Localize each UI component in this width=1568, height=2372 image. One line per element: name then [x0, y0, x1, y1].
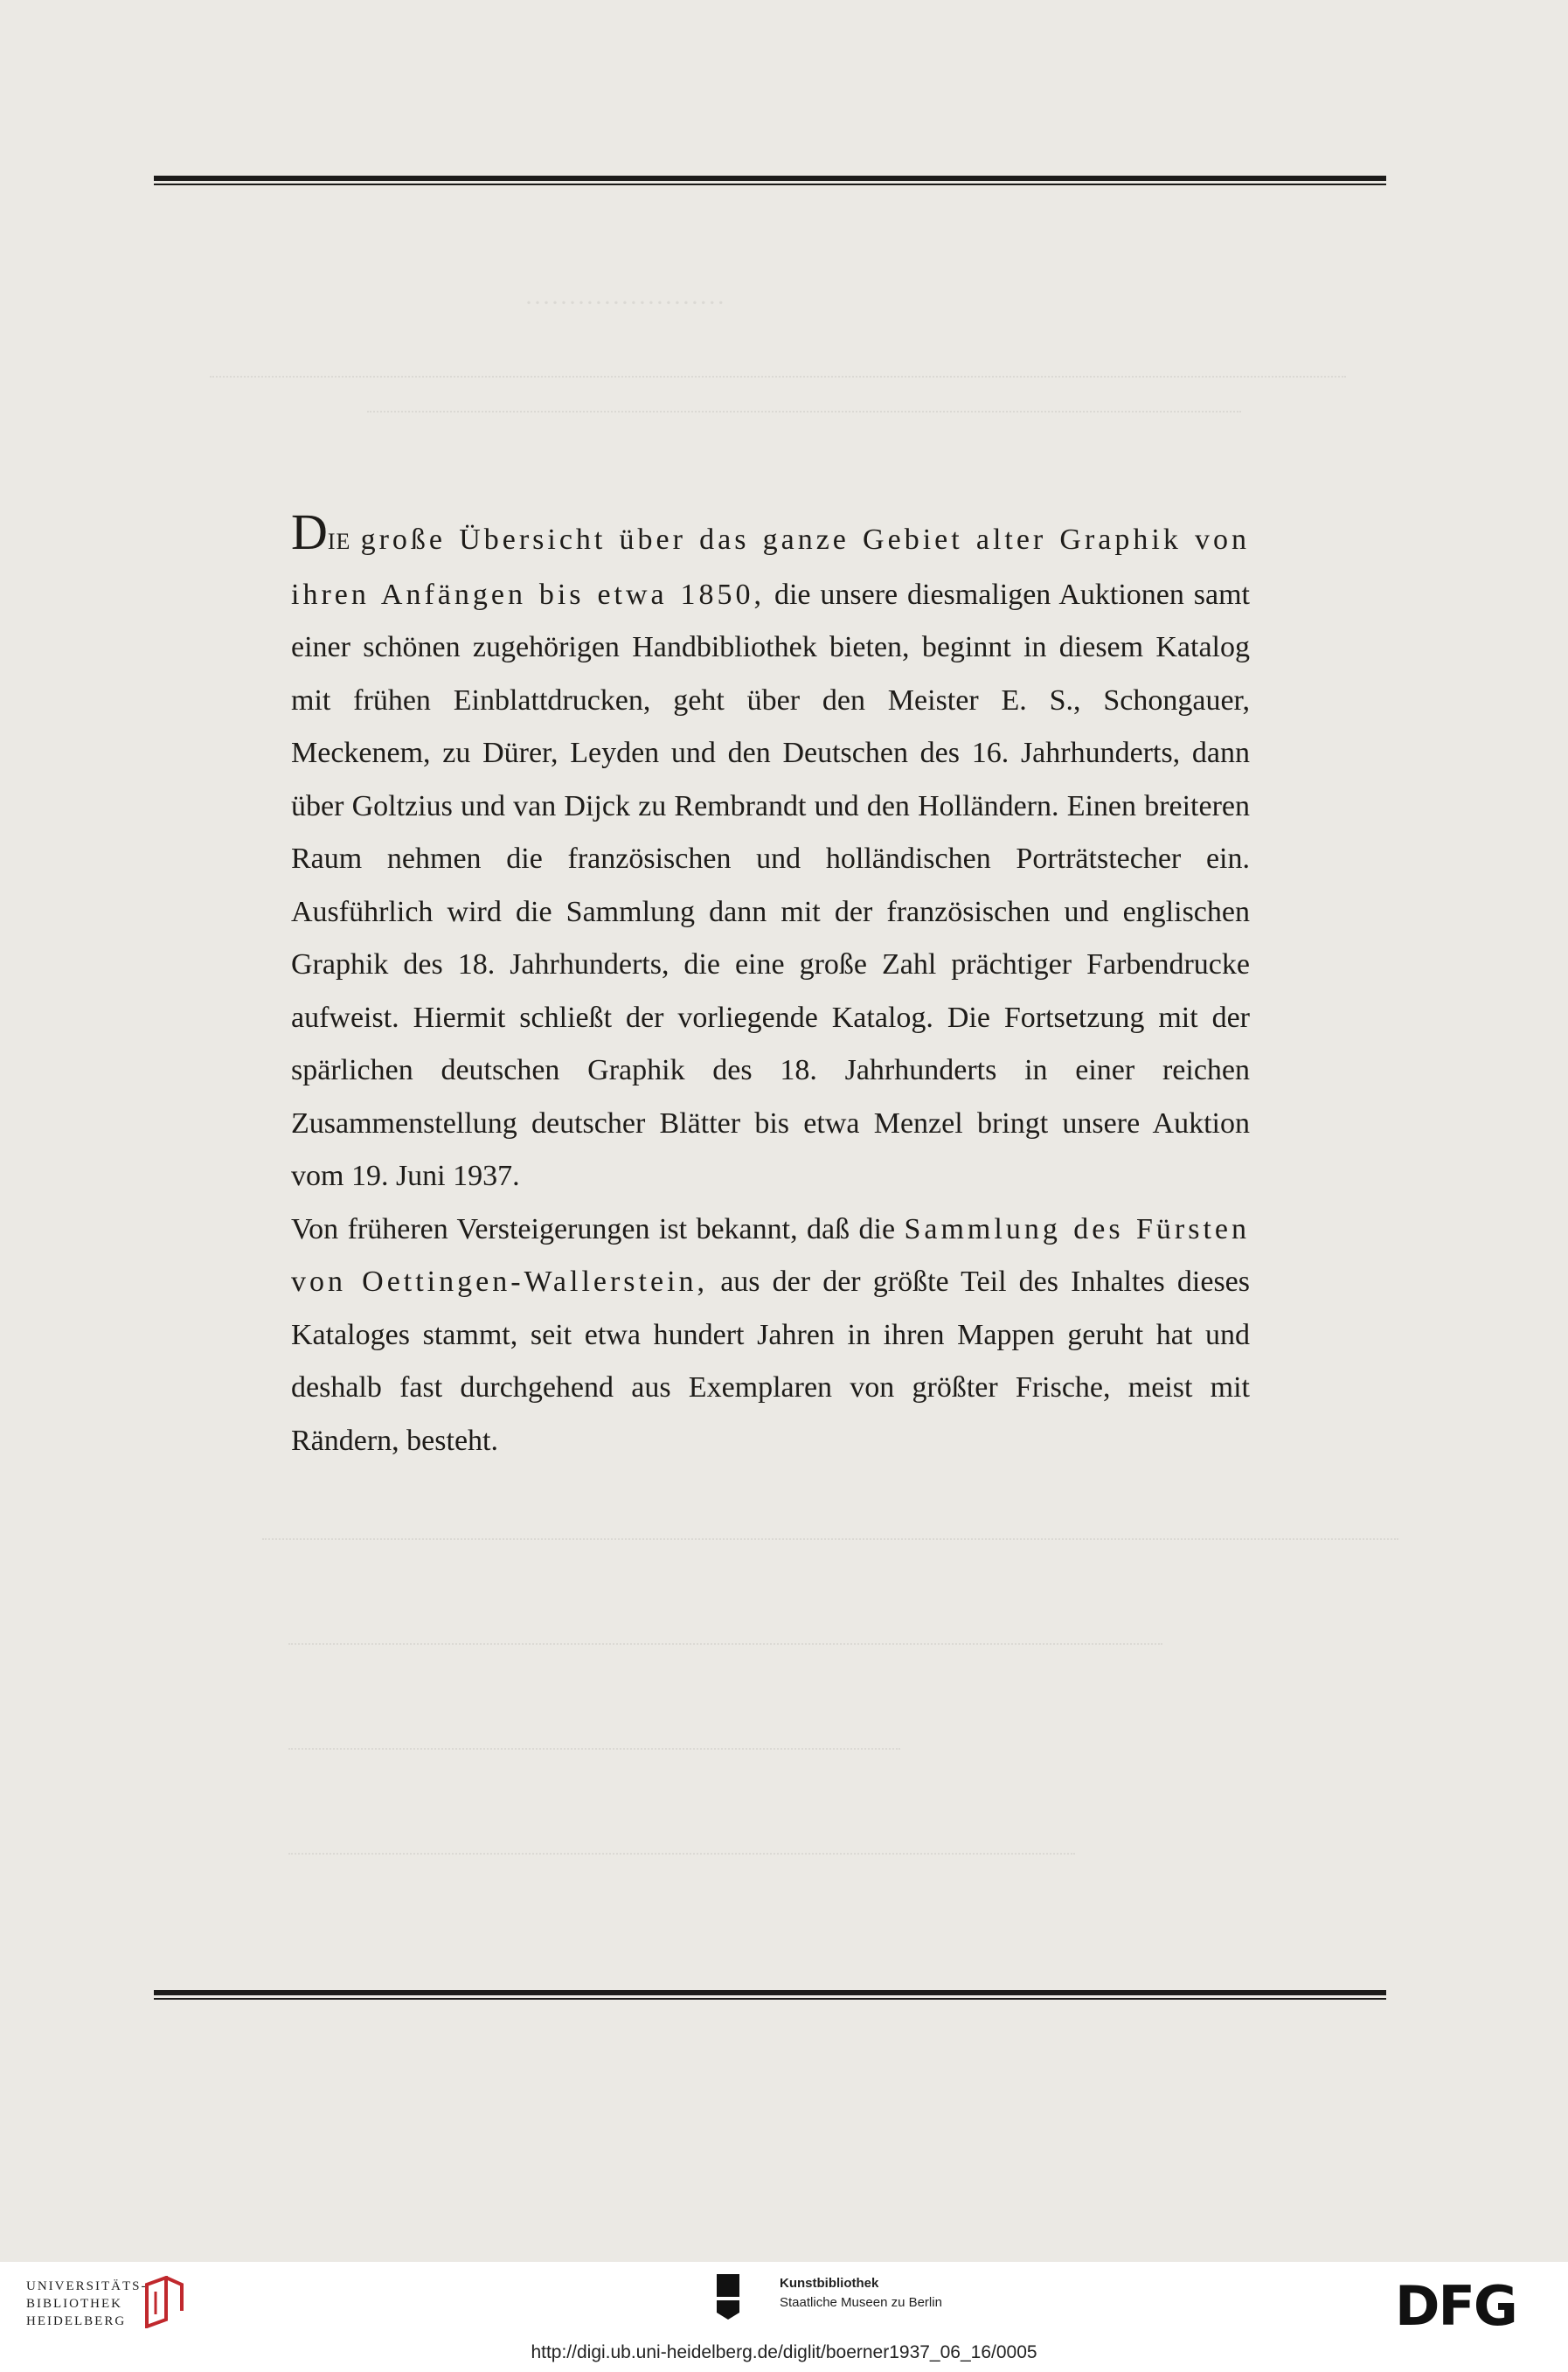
paragraph-2-text-a: Von früheren Versteigerungen ist bekannt, daß die — [291, 1212, 896, 1245]
show-through-line — [288, 1643, 1162, 1646]
kunstbibliothek-logo-icon — [717, 2274, 769, 2330]
show-through-heading: ······················· — [524, 288, 725, 317]
top-double-rule — [154, 176, 1386, 185]
drop-cap: D — [291, 503, 328, 560]
dfg-logo: DFG — [1395, 2274, 1516, 2338]
ub-line: BIBLIOTHEK — [26, 2297, 122, 2311]
paragraph-1-text: die unsere diesmaligen Auktionen samt einer schönen zugehörigen Handbibliothek bieten, beginnt in diesem Katalog mit frühen Einblattdrucken, geht über den Meister E. S., Schongauer, Meckenem, zu Dürer, Leyden und den Deutschen des 16. Jahrhunderts, dann über Goltzius und van Dijck zu Rembrandt und den Holländern. Einen breiteren Raum nehmen die französischen und holländischen Porträtstecher ein. Ausführlich wird die Sammlung dann mit der französischen und englischen Graphik des 18. Jahrhunderts, die eine große Zahl prächtiger Farbendrucke aufweist. Hiermit schließt der vorliegende Katalog. Die Fortsetzung mit der spärlichen deutschen Graphik des 18. Jahrhunderts in einer reichen Zusammenstellung deutscher Blätter bis etwa Menzel bringt unsere Auktion vom 19. Juni 1937. — [291, 578, 1250, 1192]
ub-heidelberg-text — [26, 2278, 148, 2330]
digitization-footer — [0, 2262, 1568, 2372]
paragraph-2-text-b: aus der der größte Teil des Inhaltes dieses Kataloges stammt, seit etwa hundert Jahren in ihren Mappen geruht hat und deshalb fast durchgehend aus Exemplaren von größter Frische, meist mit Rändern, besteht. — [291, 1266, 1251, 1457]
paragraph-2 — [291, 1203, 1250, 1468]
show-through-line — [288, 1853, 1075, 1855]
paragraph-1 — [291, 503, 1250, 1203]
bottom-double-rule — [154, 1990, 1386, 2000]
source-url[interactable]: http://digi.ub.uni-heidelberg.de/diglit/boerner1937_06_16/0005 — [531, 2342, 1037, 2362]
spaced-opening-phrase: große Übersicht über das ganze Gebiet alter Graphik von ihren Anfängen bis etwa 1850, — [291, 524, 1250, 611]
ub-line: HEIDELBERG — [26, 2314, 127, 2328]
kb-subtitle: Staatliche Museen zu Berlin — [780, 2295, 942, 2310]
ub-heidelberg-logo-icon — [140, 2276, 189, 2328]
show-through-line — [210, 376, 1346, 378]
body-text — [291, 503, 1251, 1467]
small-caps-opening: IE — [327, 529, 351, 554]
show-through-line — [367, 411, 1241, 413]
show-through-line — [288, 1748, 900, 1751]
ub-line: UNIVERSITÄTS- — [26, 2279, 148, 2293]
collection-name: Sammlung des Fürsten von Oettingen-Wallerstein, — [291, 1212, 1250, 1298]
kb-title: Kunstbibliothek — [780, 2276, 879, 2291]
show-through-line — [262, 1538, 1398, 1541]
kunstbibliothek-text — [780, 2274, 942, 2313]
